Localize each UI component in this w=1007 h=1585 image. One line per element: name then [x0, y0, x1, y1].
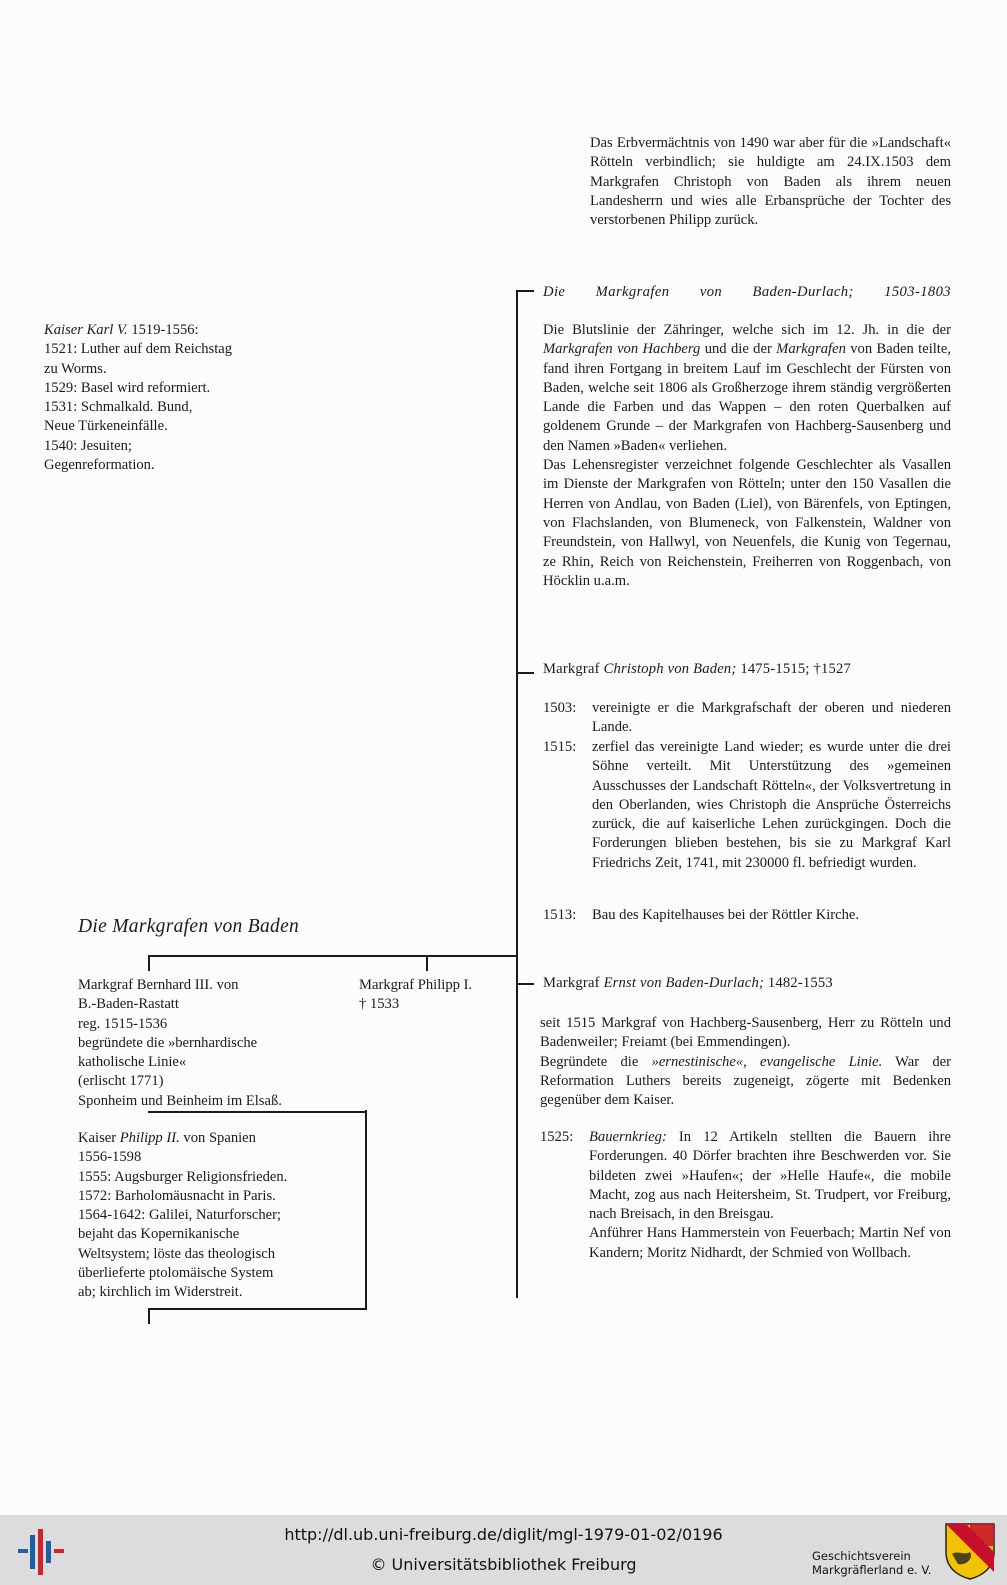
karl-line: 1540: Jesuiten; [44, 437, 132, 454]
bernhard-drop [148, 955, 150, 971]
top-note: Das Erbvermächtnis von 1490 war aber für die »Landschaft« Rötteln verbindlich; sie huldigte am 24.IX.1503 dem Markgrafen Christoph von Baden als ihrem neuen Landesherrn und wies alle Erbansprüche der Tochter des verstorbenen Philipp zurück. [590, 135, 951, 229]
bernhard-line: (erlischt 1771) [78, 1073, 164, 1090]
footer-bar [0, 1515, 1007, 1585]
karl-line: Neue Türkeneinfälle. [44, 418, 168, 435]
karl-line: 1521: Luther auf dem Reichstag [44, 341, 233, 358]
durlach-tick [516, 290, 534, 292]
philipp2-right-line [365, 1110, 367, 1310]
main-vertical-line [516, 290, 518, 1298]
karl-line: 1531: Schmalkald. Bund, [44, 399, 193, 416]
philipp2-line: 1555: Augsburger Religionsfrieden. [78, 1168, 288, 1185]
baden-heading: Die Markgrafen von Baden [78, 916, 300, 937]
ernst-tick [516, 983, 534, 985]
source-url-link[interactable]: http://dl.ub.uni-freiburg.de/diglit/mgl-1979-01-02/0196 [284, 1525, 723, 1544]
bernhard-line: reg. 1515-1536 [78, 1015, 168, 1032]
philipp2-line: 1572: Barholomäusnacht in Paris. [78, 1187, 276, 1204]
christoph-tick [516, 672, 534, 674]
philipp-line: Markgraf Philipp I. [359, 977, 473, 993]
bernhard-line: Sponheim und Beinheim im Elsaß. [78, 1092, 282, 1109]
philipp-i-block [359, 976, 509, 1015]
bernhard-line: katholische Linie« [78, 1054, 187, 1071]
bernhard-line: B.-Baden-Rastatt [78, 996, 179, 1013]
karl-line: 1529: Basel wird reformiert. [44, 379, 211, 396]
ernst-text: seit 1515 Markgraf von Hachberg-Sausenberg, Herr zu Rötteln und Badenweiler; Freiamt (bei Emmendingen). Begründete die »ernestinische«, evangelische Linie. War der Reformation Luthers bereits zugeneigt, zögerte mit Bedenken gegenüber dem Kaiser. [540, 1015, 951, 1109]
christoph-heading: Markgraf Christoph von Baden; 1475-1515; †1527 [543, 661, 851, 677]
philipp2-line: bejaht das Kopernikanische [78, 1226, 240, 1243]
org-name: Geschichtsverein Markgräflerland e. V. [812, 1549, 932, 1577]
ernst-heading: Markgraf Ernst von Baden-Durlach; 1482-1553 [543, 975, 833, 991]
philipp2-top-line [148, 1111, 367, 1113]
christoph-entry: 1503: vereinigte er die Markgrafschaft der oberen und niederen Lande. [543, 700, 951, 736]
karl-line: zu Worms. [44, 360, 107, 377]
philipp2-line: Weltsystem; löste das theologisch [78, 1245, 276, 1262]
philipp2-line: überlieferte ptolomäische System [78, 1265, 274, 1282]
bernhard-block [78, 976, 348, 1111]
philipp-ii-block: Kaiser Philipp II. von Spanien 1556-1598 1555: Augsburger Religionsfrieden. 1572: Barholomäusnacht in Paris. 1564-1642: Galilei, Naturforscher; bejaht das Kopernikanische Weltsystem; löste das theologisch überlieferte ptolomäische System ab; kirchlich im Widerstreit. [78, 1129, 360, 1303]
christoph-entry: 1513: Bau des Kapitelhauses bei der Röttler Kirche. [543, 907, 860, 923]
philipp-line: † 1533 [359, 996, 400, 1013]
karl-line: Gegenreformation. [44, 457, 155, 474]
coat-of-arms-icon [944, 1522, 996, 1580]
copyright-text: © Universitätsbibliothek Freiburg [370, 1555, 637, 1574]
ernst-entry: 1525: Bauernkrieg: In 12 Artikeln stellten die Bauern ihre Forderungen. 40 Dörfer brachten ihre Beschwerden vor. Sie bildeten zwei »Haufen«; der »Helle Haufe«, die mobile Macht, zog aus nach Heitersheim, St. Trudpert, vor Freiburg, nach Breisach, in den Breisgau. Anführer Hans Hammerstein von Feuerbach; Martin Nef von Kandern; Moritz Nidhardt, der Schmied von Wollbach. [540, 1129, 951, 1261]
karl-v-title: Kaiser Karl V. [44, 322, 128, 338]
lower-drop [148, 1308, 150, 1324]
philipp2-bottom-line [148, 1308, 367, 1310]
bernhard-line: begründete die »bernhardische [78, 1034, 258, 1051]
durlach-heading: Die Markgrafen von Baden-Durlach; 1503-1803 [543, 284, 951, 300]
durlach-text: Die Blutslinie der Zähringer, welche sich im 12. Jh. in die der Markgrafen von Hachberg und die der Markgrafen von Baden teilte, fand ihren Fortgang in breitem Lauf im Geschlecht der Fürsten von Baden, welche seit 1806 als Großherzoge ihrem ständig vergrößerten Lande die Farben und das Wappen – den roten Querbalken auf goldenem Grunde – der Markgrafen von Hachberg-Sausenberg und den Namen »Baden« verliehen. Das Lehensregister verzeichnet folgende Geschlechter als Vasallen im Dienste der Markgrafen von Rötteln; unter den 150 Vasallen die Herren von Andlau, von Baden (Liel), von Bärenfels, von Eptingen, von Flachslanden, von Blumeneck, von Falkenstein, Waldner von Freundstein, von Hallwyl, von Neuenfels, die Kunig von Tegernau, ze Rhin, Reich von Reichenstein, Freiherren von Roggenbach, von Höcklin u.a.m. [543, 322, 951, 589]
christoph-entry: 1515: zerfiel das vereinigte Land wieder; es wurde unter die drei Söhne verteilt. Mit Unterstützung des »gemeinen Ausschusses der Landschaft Rötteln«, der Volksvertretung in den Oberlanden, wies Christoph die Ansprüche Österreichs zurück, die auf kaiserliche Lehen zurückgingen. Doch die Forderungen blieben bestehen, bis sie zu Markgraf Karl Friedrichs Zeit, 1741, mit 230000 fl. befriedigt wurden. [543, 739, 951, 871]
philipp-drop [426, 955, 428, 971]
philipp2-line: ab; kirchlich im Widerstreit. [78, 1284, 243, 1301]
philipp2-line: 1556-1598 [78, 1149, 142, 1166]
philipp2-line: 1564-1642: Galilei, Naturforscher; [78, 1207, 282, 1224]
baden-horizontal-line [148, 955, 518, 957]
bernhard-line: Markgraf Bernhard III. von [78, 977, 239, 993]
karl-v-timeline: Kaiser Karl V. 1519-1556: 1521: Luther auf dem Reichstag zu Worms. 1529: Basel wird reformiert. 1531: Schmalkald. Bund, Neue Türkeneinfälle. 1540: Jesuiten; Gegenreformation. [44, 321, 304, 475]
